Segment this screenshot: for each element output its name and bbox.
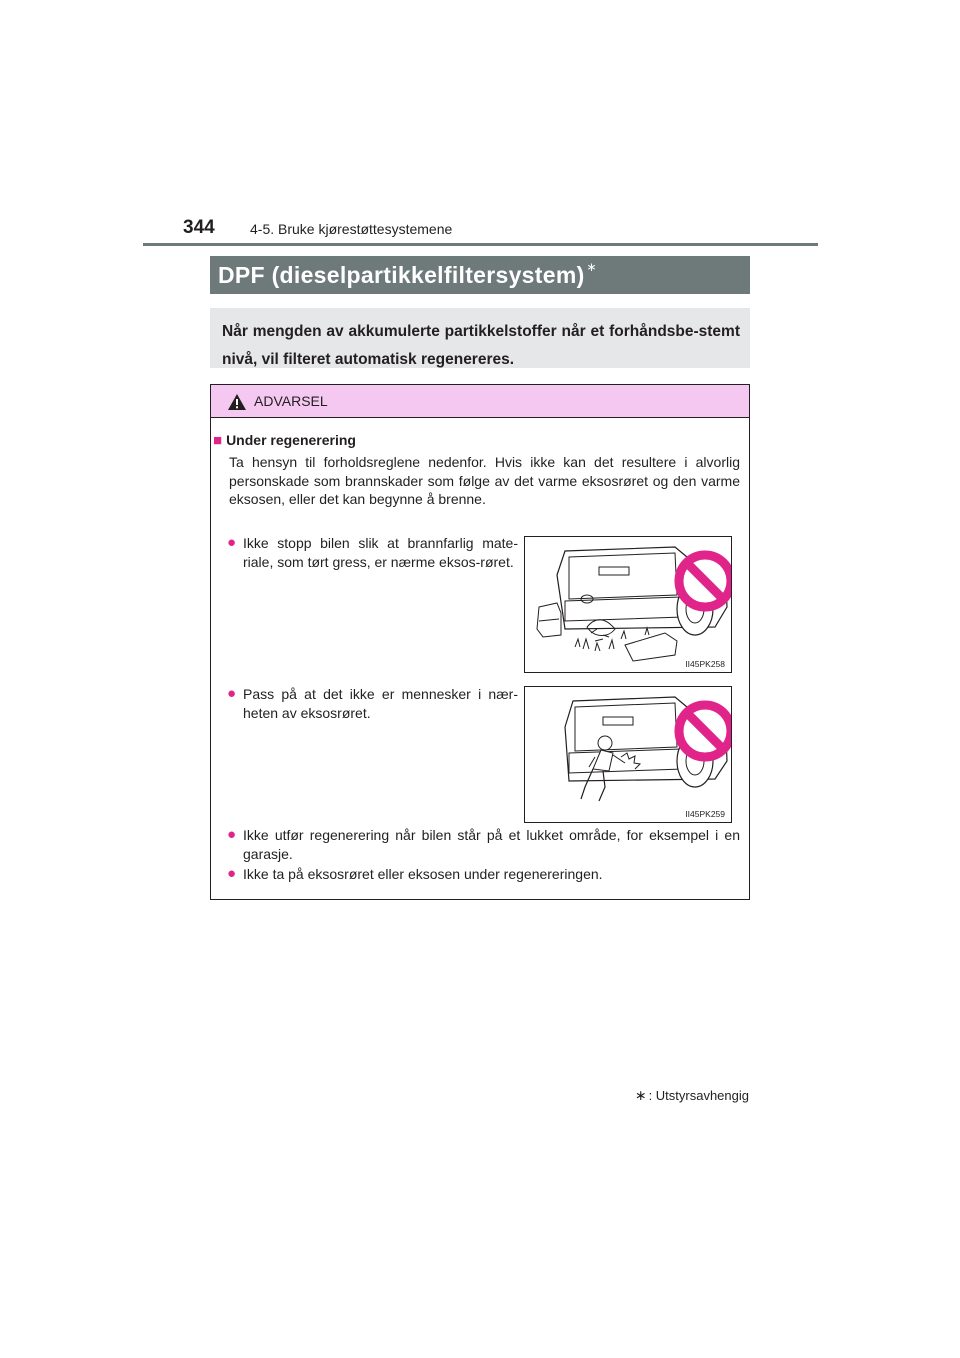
illustration-person <box>524 686 732 823</box>
illustration-dry-grass <box>524 536 732 673</box>
bullet-dot-icon: ● <box>227 826 237 843</box>
truck-rear-grass-illustration <box>525 537 731 672</box>
illustration-code: II45PK259 <box>685 809 725 819</box>
illustration-code: II45PK258 <box>685 659 725 669</box>
bullet-dot-icon: ● <box>227 534 237 551</box>
bullet-text: Ikke utfør regenerering når bilen står på et lukket område, for eksempel i en garasje. <box>243 827 740 862</box>
footnote-text: : Utstyrsavhengig <box>648 1088 749 1103</box>
warning-bullet <box>227 534 518 571</box>
intro-box: Når mengden av akkumulerte partikkelstoffer når et forhåndsbe-stemt nivå, vil filteret automatisk regenereres. <box>210 308 750 368</box>
warning-bullet <box>227 826 740 863</box>
title-bar <box>210 256 750 294</box>
footnote-marker: ∗ <box>634 1087 647 1103</box>
warning-bullet <box>227 865 740 884</box>
warning-heading: Under regenerering <box>226 432 356 448</box>
page-number: 344 <box>183 217 215 238</box>
optional-equipment-marker: ∗ <box>586 260 597 274</box>
warning-label: ADVARSEL <box>254 393 328 409</box>
section-header: 4-5. Bruke kjørestøttesystemene <box>250 221 453 237</box>
bullet-text: Pass på at det ikke er mennesker i nær-heten av eksosrøret. <box>243 686 518 721</box>
warning-subheading <box>213 432 356 449</box>
warning-triangle-icon <box>227 393 247 411</box>
footnote <box>635 1087 749 1104</box>
warning-box <box>210 384 750 900</box>
bullet-text: Ikke ta på eksosrøret eller eksosen under regenereringen. <box>243 866 603 882</box>
warning-paragraph: Ta hensyn til forholdsreglene nedenfor. Hvis ikke kan det resultere i alvorlig personskade som brannskader som følge av det varme eksosrøret og den varme eksosen, eller det kan begynne å brenne. <box>229 454 740 507</box>
bullet-text: Ikke stopp bilen slik at brannfarlig mate-riale, som tørt gress, er nærme eksos-røret. <box>243 535 518 570</box>
header-rule <box>143 243 818 246</box>
square-bullet-icon: ■ <box>213 432 223 449</box>
warning-header <box>211 385 749 418</box>
bullet-dot-icon: ● <box>227 685 237 702</box>
truck-rear-person-illustration <box>525 687 731 822</box>
page-title: DPF (dieselpartikkelfiltersystem) <box>218 262 585 288</box>
warning-bullet <box>227 685 518 722</box>
bullet-dot-icon: ● <box>227 865 237 882</box>
